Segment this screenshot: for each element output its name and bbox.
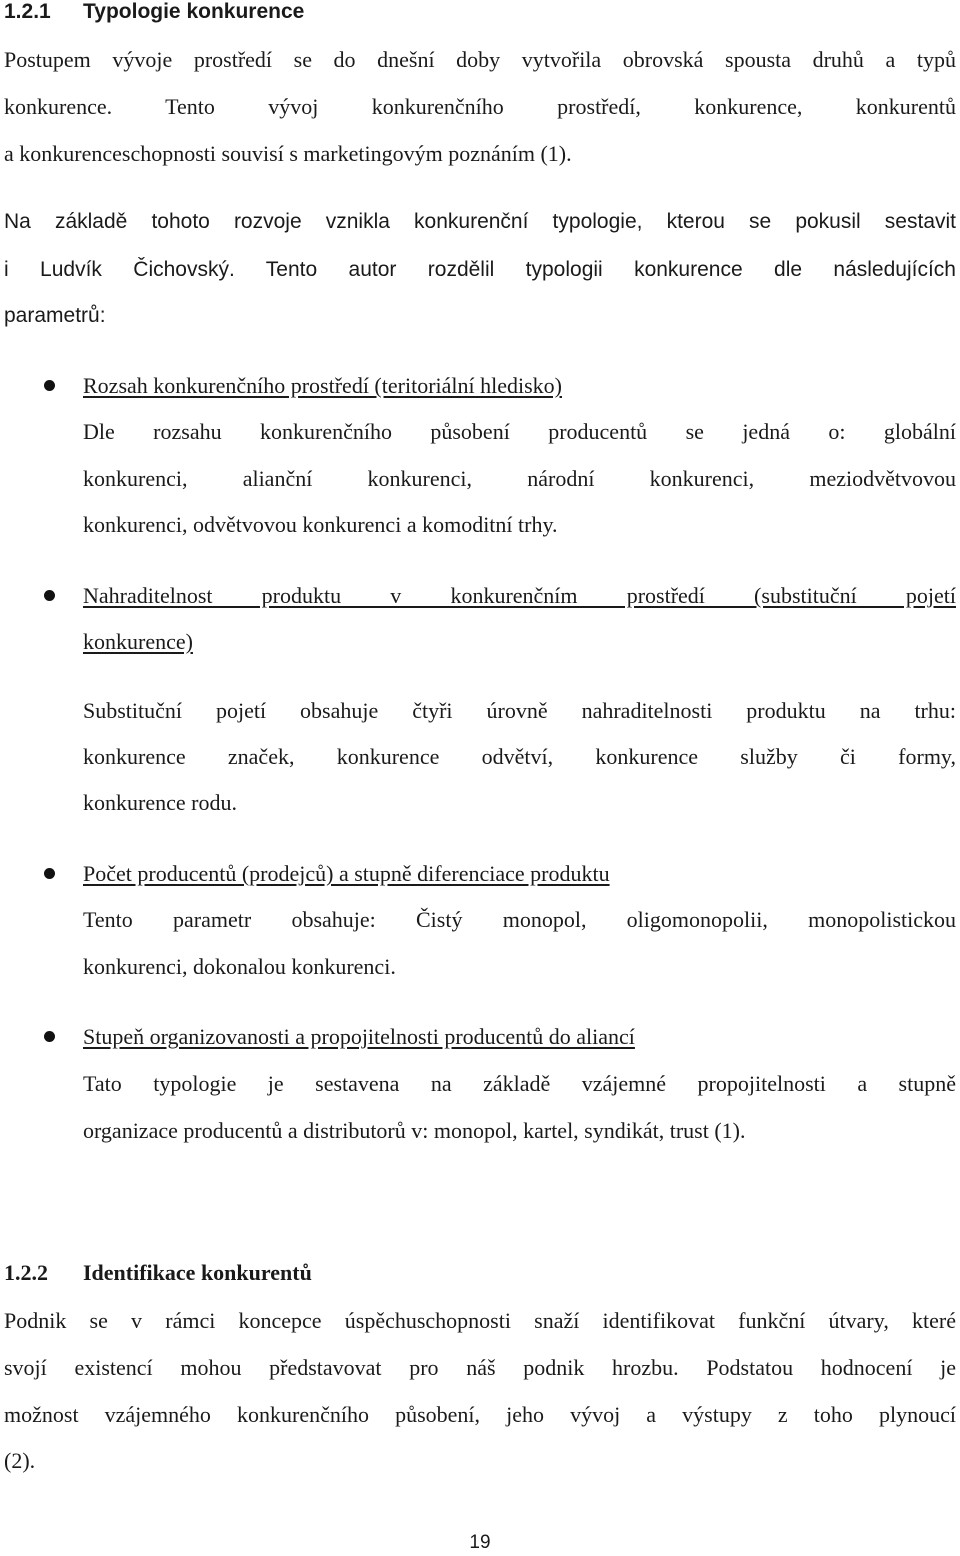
- paragraph-line: (2).: [4, 1448, 36, 1473]
- list-item-body-line: konkurenci, dokonalou konkurenci.: [83, 954, 396, 979]
- bullet-icon: [44, 1031, 55, 1042]
- list-item-body-line: Substituční pojetí obsahuje čtyři úrovně nahraditelnosti produktu na trhu:: [83, 698, 956, 723]
- list-item-body-line: Dle rozsahu konkurenčního působení producentů se jedná o: globální: [83, 419, 956, 444]
- list-item-body-line: Tento parametr obsahuje: Čistý monopol, oligomonopolii, monopolistickou: [83, 907, 956, 932]
- paragraph-line: konkurence. Tento vývoj konkurenčního prostředí, konkurence, konkurentů: [4, 94, 956, 119]
- list-item-body-line: Tato typologie je sestavena na základě vzájemné propojitelnosti a stupně: [83, 1071, 956, 1096]
- list-item-title: Počet producentů (prodejců) a stupně diferenciace produktu: [83, 861, 610, 886]
- bullet-icon: [44, 590, 55, 601]
- paragraph-line: a konkurenceschopnosti souvisí s marketingovým poznáním (1).: [4, 141, 572, 166]
- section-heading-1-2-2: [4, 1259, 956, 1287]
- list-item-title: konkurence): [83, 629, 193, 654]
- list-item-body-line: konkurence rodu.: [83, 790, 237, 815]
- list-item-title: Rozsah konkurenčního prostředí (teritoriální hledisko): [83, 373, 562, 398]
- paragraph-line: parametrů:: [4, 304, 106, 327]
- paragraph-line: i Ludvík Čichovský. Tento autor rozdělil typologii konkurence dle následujících: [4, 258, 956, 281]
- list-item-title: Stupeň organizovanosti a propojitelnosti producentů do aliancí: [83, 1024, 635, 1049]
- bullet-icon: [44, 868, 55, 879]
- bullet-icon: [44, 380, 55, 391]
- list-item-body-line: konkurenci, odvětvovou konkurenci a komoditní trhy.: [83, 512, 558, 537]
- section-number: 1.2.1: [4, 0, 51, 23]
- page-number: 19: [469, 1532, 491, 1553]
- paragraph-line: Postupem vývoje prostředí se do dnešní doby vytvořila obrovská spousta druhů a typů: [4, 47, 956, 72]
- section-heading-1-2-1: [4, 0, 956, 26]
- section-title: Typologie konkurence: [83, 0, 305, 23]
- paragraph-line: Podnik se v rámci koncepce úspěchuschopnosti snaží identifikovat funkční útvary, které: [4, 1308, 956, 1333]
- list-item-body-line: konkurenci, alianční konkurenci, národní konkurenci, meziodvětvovou: [83, 466, 956, 491]
- section-number: 1.2.2: [4, 1260, 48, 1285]
- section-title: Identifikace konkurentů: [83, 1260, 312, 1285]
- paragraph-line: možnost vzájemného konkurenčního působení, jeho vývoj a výstupy z toho plynoucí: [4, 1402, 956, 1427]
- list-item-title: Nahraditelnost produktu v konkurenčním prostředí (substituční pojetí: [83, 583, 956, 608]
- paragraph-line: svojí existencí mohou představovat pro náš podnik hrozbu. Podstatou hodnocení je: [4, 1355, 956, 1380]
- list-item-body-line: konkurence značek, konkurence odvětví, konkurence služby či formy,: [83, 744, 956, 769]
- list-item-body-line: organizace producentů a distributorů v: monopol, kartel, syndikát, trust (1).: [83, 1118, 746, 1143]
- paragraph-line: Na základě tohoto rozvoje vznikla konkurenční typologie, kterou se pokusil sestavit: [4, 210, 956, 233]
